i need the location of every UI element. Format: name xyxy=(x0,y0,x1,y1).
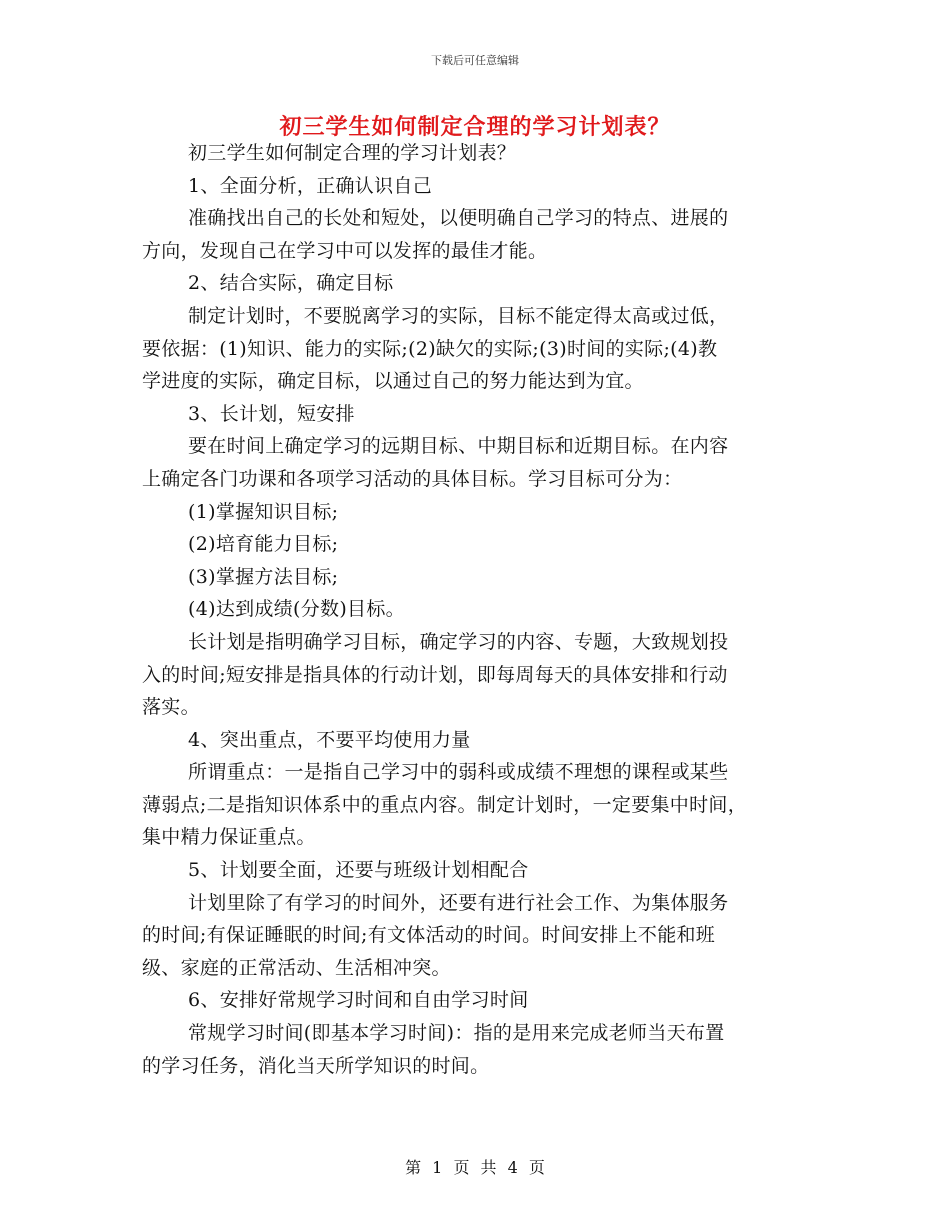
list-item: (4)达到成绩(分数)目标。 xyxy=(188,598,405,621)
paragraph-line: 级、家庭的正常活动、生活相冲突。 xyxy=(142,956,451,979)
paragraph-line: 薄弱点;二是指知识体系中的重点内容。制定计划时，一定要集中时间， xyxy=(142,793,748,816)
paragraph-line: 计划里除了有学习的时间外，还要有进行社会工作、为集体服务 xyxy=(188,891,729,914)
section-heading: 6、安排好常规学习时间和自由学习时间 xyxy=(188,989,529,1012)
paragraph-line: 上确定各门功课和各项学习活动的具体目标。学习目标可分为： xyxy=(142,467,683,490)
list-item: (2)培育能力目标; xyxy=(188,533,339,556)
document-title: 初三学生如何制定合理的学习计划表？ xyxy=(279,114,671,140)
document-body xyxy=(142,137,810,1082)
list-item: (1)掌握知识目标; xyxy=(188,500,339,523)
paragraph-line: 的时间;有保证睡眠的时间;有文体活动的时间。时间安排上不能和班 xyxy=(142,924,716,947)
paragraph-line: 要在时间上确定学习的远期目标、中期目标和近期目标。在内容 xyxy=(188,435,729,458)
paragraph-line: 长计划是指明确学习目标，确定学习的内容、专题，大致规划投 xyxy=(188,630,729,653)
paragraph-line: 制定计划时，不要脱离学习的实际，目标不能定得太高或过低， xyxy=(188,304,729,327)
paragraph-line: 的学习任务，消化当天所学知识的时间。 xyxy=(142,1054,490,1077)
section-heading: 4、突出重点，不要平均使用力量 xyxy=(188,728,471,751)
paragraph-line: 准确找出自己的长处和短处，以便明确自己学习的特点、进展的 xyxy=(188,207,729,230)
paragraph-line: 要依据：(1)知识、能力的实际;(2)缺欠的实际;(3)时间的实际;(4)教 xyxy=(142,337,718,360)
section-heading: 1、全面分析，正确认识自己 xyxy=(188,174,432,197)
paragraph-line: 学进度的实际，确定目标，以通过自己的努力能达到为宜。 xyxy=(142,370,644,393)
list-item: (3)掌握方法目标; xyxy=(188,565,339,588)
section-heading: 5、计划要全面，还要与班级计划相配合 xyxy=(188,859,529,882)
paragraph-line: 入的时间;短安排是指具体的行动计划，即每周每天的具体安排和行动 xyxy=(142,663,728,686)
page-number: 第 1 页 共 4 页 xyxy=(405,1158,545,1177)
paragraph-line: 所谓重点：一是指自己学习中的弱科或成绩不理想的课程或某些 xyxy=(188,761,729,784)
paragraph-line: 初三学生如何制定合理的学习计划表？ xyxy=(188,142,517,164)
section-heading: 3、长计划，短安排 xyxy=(188,402,355,425)
paragraph-line: 常规学习时间(即基本学习时间)：指的是用来完成老师当天布置 xyxy=(188,1022,725,1045)
paragraph-line: 方向，发现自己在学习中可以发挥的最佳才能。 xyxy=(142,239,548,262)
section-heading: 2、结合实际，确定目标 xyxy=(188,272,394,295)
paragraph-line: 集中精力保证重点。 xyxy=(142,826,316,849)
download-note: 下载后可任意编辑 xyxy=(431,54,519,67)
paragraph-line: 落实。 xyxy=(142,696,200,719)
